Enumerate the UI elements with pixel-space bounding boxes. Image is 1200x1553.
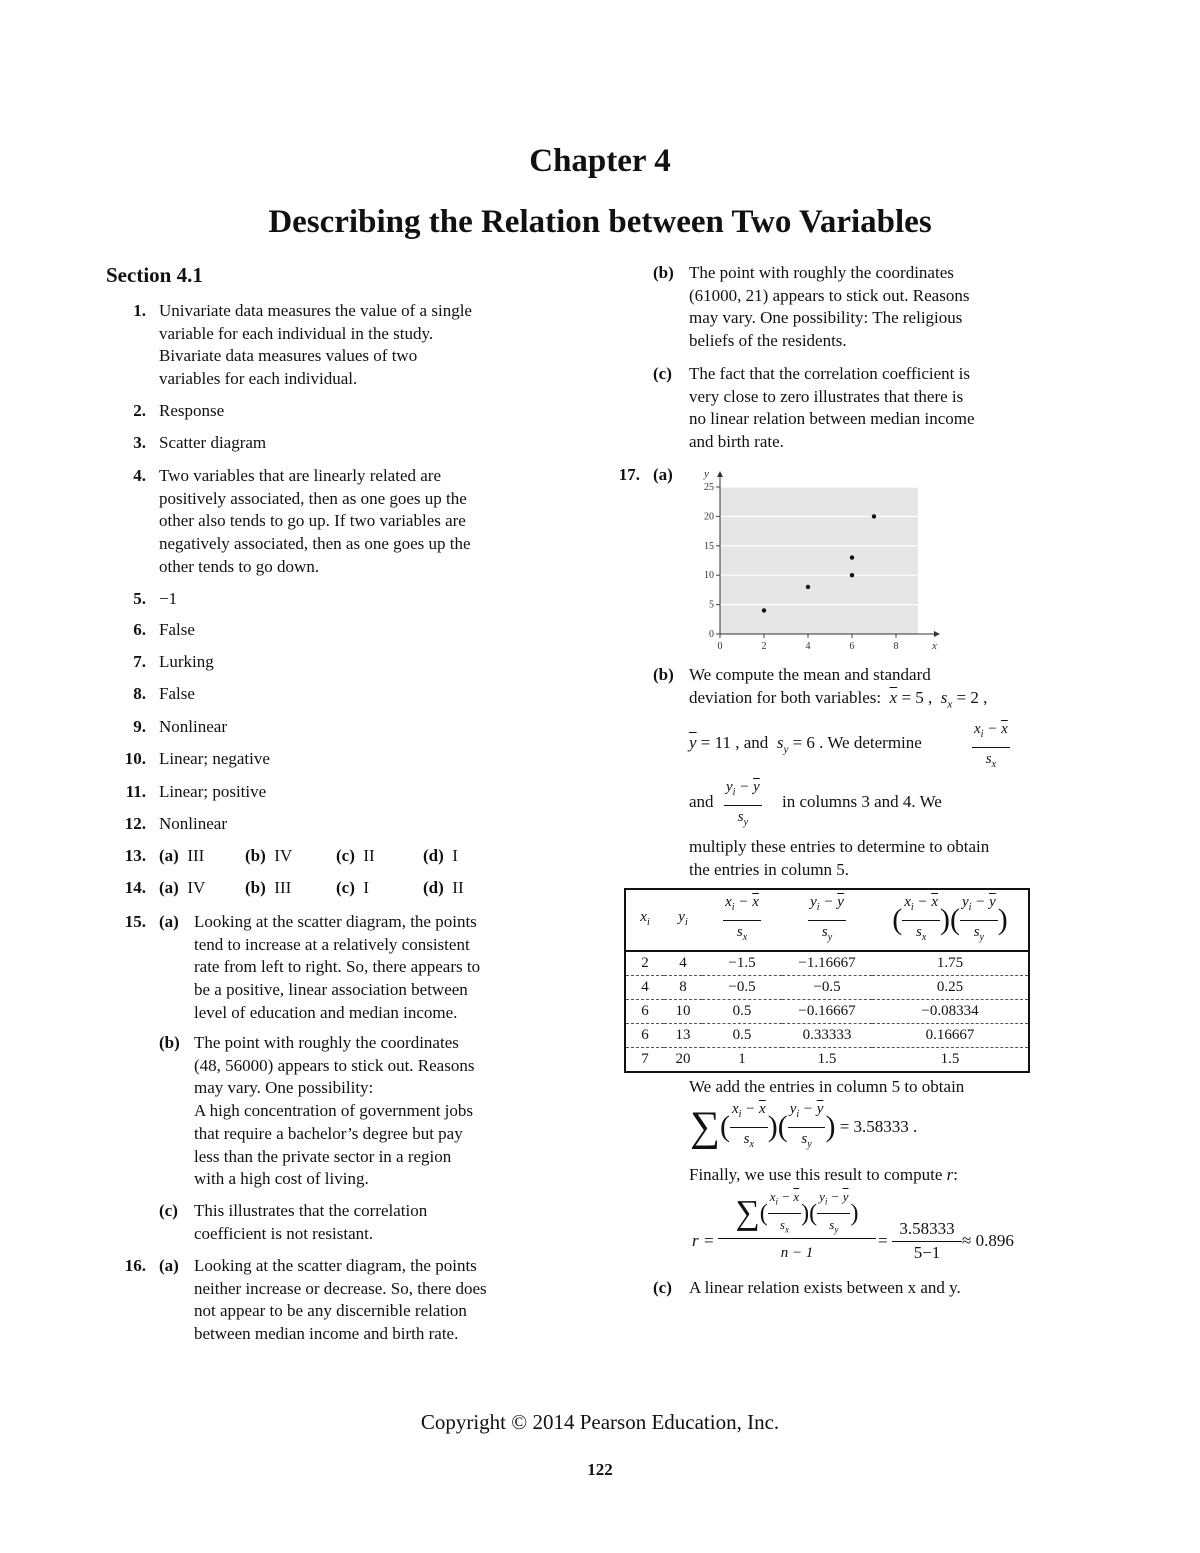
table-cell: −0.16667 <box>782 1000 872 1024</box>
text-line: between median income and birth rate. <box>194 1324 459 1344</box>
text-line: The point with roughly the coordinates <box>689 263 954 282</box>
q17-b-text-line1: We compute the mean and standard <box>689 665 931 684</box>
table-cell: −1.16667 <box>782 951 872 976</box>
answer-line: Response <box>159 401 225 420</box>
table-cell: −0.08334 <box>872 1000 1029 1024</box>
data-point <box>850 555 854 559</box>
x-tick-label: 4 <box>805 641 811 652</box>
text-line: very close to zero illustrates that there is <box>689 386 964 406</box>
answer-line: positively associated, then as one goes up the <box>159 488 467 508</box>
answer-line: Lurking <box>159 652 214 671</box>
section-heading: Section 4.1 <box>106 263 203 287</box>
columns-text: in columns 3 and 4. We <box>782 792 942 811</box>
table-row <box>625 1048 1029 1073</box>
part-label: (c) <box>653 1278 672 1297</box>
header-xi: $x_i$ <box>625 889 664 951</box>
q15-a-text <box>194 911 480 1025</box>
table-row <box>625 976 1029 1000</box>
scatter-plot <box>696 462 941 657</box>
answer-line: Scatter diagram <box>159 433 267 452</box>
question-number: 6. <box>133 620 146 639</box>
question-number: 13. <box>124 846 146 865</box>
answer-text <box>159 748 270 771</box>
part-label: (b) <box>159 1033 180 1052</box>
fraction-zx: $\frac{x_i - \overline{x}}{s_x}$ <box>972 718 1010 776</box>
answer-text <box>159 683 195 706</box>
sum-expression: ∑( $\frac{x_i - \overline{x}}{s_x}$ )( $\frac{y_i - \overline{y}}{s_y}$ ) = 3.58333 . <box>690 1098 917 1156</box>
answer-text <box>159 781 266 804</box>
question-number: 9. <box>133 717 146 736</box>
data-point <box>762 608 766 612</box>
table-cell: 2 <box>625 951 664 976</box>
y-axis-arrow <box>717 471 723 477</box>
data-point <box>850 573 854 577</box>
text-line: that require a bachelor’s degree but pay <box>194 1123 463 1143</box>
table-cell: 1.5 <box>940 1051 960 1068</box>
finally-text: Finally, we use this result to compute r: <box>689 1165 958 1184</box>
text-line: Looking at the scatter diagram, the points <box>194 912 477 931</box>
table-row <box>625 1000 1029 1024</box>
text-line: may vary. One possibility: The religious <box>689 308 963 328</box>
table-cell: 1.75 <box>872 951 1029 976</box>
copyright-notice: Copyright © 2014 Pearson Education, Inc. <box>420 1410 780 1434</box>
answer-line: −1 <box>159 589 178 608</box>
answer-line: variables for each individual. <box>159 369 358 389</box>
table-cell: 8 <box>664 976 702 1000</box>
answer-text <box>159 465 471 579</box>
answer-text <box>159 619 195 642</box>
part-label: (c) <box>653 364 672 383</box>
text-line: and birth rate. <box>689 432 784 452</box>
computation-table <box>624 888 1030 1073</box>
x-tick-label: 0 <box>717 641 723 652</box>
q13-d: (d) I <box>423 846 458 865</box>
q16-c-text <box>689 363 975 454</box>
page-number: 122 <box>587 1460 613 1479</box>
y-bar-symbol: $\overline{y}$ <box>689 733 697 752</box>
text-line: The point with roughly the coordinates <box>194 1033 459 1052</box>
table-cell: 6 <box>625 1024 664 1048</box>
question-number: 1. <box>133 301 146 320</box>
answer-line: variable for each individual in the study. <box>159 323 434 343</box>
q13-a: (a) III <box>159 846 205 865</box>
table-cell: 20 <box>675 1051 691 1068</box>
table-cell: 0.5 <box>702 1024 782 1048</box>
part-label: (b) <box>653 665 674 684</box>
answer-text <box>159 716 227 739</box>
header-zy: $\frac{y_i - \overline{y}}{s_y}$ <box>782 889 872 951</box>
answer-line: Two variables that are linearly related are <box>159 466 441 485</box>
r-formula: r = ∑( $\frac{x_i - \overline{x}}{s_x}$ )( $\frac{y_i - \overline{y}}{s_y}$ ) n − 1 = 3.58333 5−1 ≈ 0.896 <box>692 1186 1032 1262</box>
x-bar-symbol: $\overline{x}$ <box>889 688 898 707</box>
table-cell: 1.5 <box>817 1051 837 1068</box>
y-tick-label: 20 <box>704 511 714 523</box>
y-tick-label: 15 <box>704 540 714 552</box>
text-line: be a positive, linear association between <box>194 980 468 1000</box>
answer-line: Bivariate data measures values of two <box>159 346 418 366</box>
q15-b-text <box>194 1032 474 1191</box>
text-line: A high concentration of government jobs <box>194 1101 474 1121</box>
y-tick-label: 10 <box>704 570 714 582</box>
data-point <box>806 585 810 589</box>
table-cell: 4 <box>625 976 664 1000</box>
text-line: Looking at the scatter diagram, the points <box>194 1256 477 1275</box>
part-label: (a) <box>159 912 179 931</box>
answer-text <box>159 300 472 391</box>
and-word: and <box>689 792 714 811</box>
text-line: rate from left to right. So, there appears to <box>194 957 481 977</box>
table-cell: 0.25 <box>872 976 1029 1000</box>
text-line: (48, 56000) appears to stick out. Reasons <box>194 1055 475 1075</box>
answer-text <box>159 400 224 423</box>
answer-line: False <box>159 620 195 639</box>
answer-text <box>159 588 177 611</box>
header-zx: $\frac{x_i - \overline{x}}{s_x}$ <box>702 889 782 951</box>
text-line: less than the private sector in a region <box>194 1146 452 1166</box>
question-number: 12. <box>124 814 146 833</box>
y-tick-label: 25 <box>704 482 714 493</box>
table-cell: 13 <box>664 1024 702 1048</box>
table-header-row <box>625 889 1029 951</box>
answer-line: False <box>159 684 195 703</box>
data-point <box>872 514 876 518</box>
q13-b: (b) IV <box>245 846 293 865</box>
table-cell: −0.5 <box>702 976 782 1000</box>
question-number: 4. <box>133 466 146 485</box>
header-product: ( $\frac{x_i - \overline{x}}{s_x}$ )( $\frac{y_i - \overline{y}}{s_y}$ ) <box>872 889 1029 951</box>
y-tick-label: 0 <box>709 629 714 640</box>
question-number: 3. <box>133 433 146 452</box>
answer-line: Linear; positive <box>159 782 267 801</box>
q17-b-text-line2: deviation for both variables: $\overline{x} = 5$ , $s_x = 2$ , <box>689 688 988 711</box>
answer-text <box>159 432 266 455</box>
question-number: 17. <box>618 465 640 484</box>
table-cell: −0.5 <box>782 976 872 1000</box>
text-line: beliefs of the residents. <box>689 331 847 351</box>
text-line: The fact that the correlation coefficient is <box>689 364 970 383</box>
plot-background <box>720 487 918 634</box>
text-line: may vary. One possibility: <box>194 1078 374 1098</box>
table-cell: 4 <box>664 951 702 976</box>
table-cell: 0.16667 <box>872 1024 1029 1048</box>
question-number: 8. <box>133 684 146 703</box>
table-cell: 1 <box>738 1051 746 1068</box>
q14-b: (b) III <box>245 878 292 897</box>
answer-text <box>159 813 227 836</box>
x-axis-label: x <box>932 640 937 652</box>
y-axis-label: y <box>704 468 709 480</box>
fraction-zy: $\frac{y_i - \overline{y}}{s_y}$ <box>724 776 762 834</box>
table-cell: 10 <box>664 1000 702 1024</box>
answer-text <box>159 651 214 674</box>
x-axis-arrow <box>934 631 940 637</box>
chapter-heading: Chapter 4 <box>529 143 671 179</box>
text-line: level of education and median income. <box>194 1002 458 1022</box>
x-tick-label: 2 <box>761 641 767 652</box>
q16-a-text <box>194 1255 487 1346</box>
question-number: 5. <box>133 589 146 608</box>
text-line: (61000, 21) appears to stick out. Reasons <box>689 285 970 305</box>
question-number: 11. <box>125 782 146 801</box>
text-line: coefficient is not resistant. <box>194 1223 374 1243</box>
question-number: 10. <box>124 749 146 768</box>
table-cell: 0.5 <box>702 1000 782 1024</box>
header-yi: $y_i$ <box>664 889 702 951</box>
part-label: (c) <box>159 1201 178 1220</box>
question-number: 2. <box>133 401 146 420</box>
question-number: 16. <box>124 1256 146 1275</box>
text-line: multiply these entries to determine to obtain <box>689 837 990 856</box>
q17-b-text-line3: $\overline{y} = 11$ , and $s_y = 6$ . We determine <box>689 733 922 756</box>
multiply-text <box>689 836 989 881</box>
question-number: 7. <box>133 652 146 671</box>
q16-b-text <box>689 262 969 353</box>
table-cell: 0.33333 <box>782 1024 872 1048</box>
question-number: 15. <box>124 912 146 931</box>
table-row <box>625 951 1029 976</box>
add-text: We add the entries in column 5 to obtain <box>689 1077 965 1096</box>
chapter-title: Describing the Relation between Two Variables <box>268 204 932 240</box>
answer-line: negatively associated, then as one goes up the <box>159 534 471 554</box>
x-tick-label: 8 <box>893 641 899 652</box>
y-tick-label: 5 <box>709 599 714 611</box>
question-number: 14. <box>124 878 146 897</box>
q17-c-text: A linear relation exists between x and y. <box>689 1278 961 1297</box>
text-line: tend to increase at a relatively consistent <box>194 934 470 954</box>
part-label: (a) <box>653 465 673 484</box>
q13-c: (c) II <box>336 846 375 865</box>
q14-a: (a) IV <box>159 878 206 897</box>
table-cell: −1.5 <box>702 951 782 976</box>
answer-line: Univariate data measures the value of a single <box>159 301 472 320</box>
text-line: not appear to be any discernible relation <box>194 1301 467 1321</box>
x-tick-label: 6 <box>849 641 855 652</box>
answer-line: Nonlinear <box>159 814 227 833</box>
text-line: neither increase or decrease. So, there does <box>194 1278 487 1298</box>
answer-line: Linear; negative <box>159 749 270 768</box>
answer-line: Nonlinear <box>159 717 227 736</box>
table-row <box>625 1024 1029 1048</box>
part-label: (b) <box>653 263 674 282</box>
text-line: the entries in column 5. <box>689 859 850 879</box>
answer-line: other tends to go down. <box>159 556 320 576</box>
text-line: This illustrates that the correlation <box>194 1201 428 1220</box>
text-line: with a high cost of living. <box>194 1169 369 1189</box>
q14-d: (d) II <box>423 878 464 897</box>
answer-line: other also tends to go up. If two variables are <box>159 511 466 531</box>
part-label: (a) <box>159 1256 179 1275</box>
q14-c: (c) I <box>336 878 370 897</box>
q15-c-text <box>194 1200 427 1245</box>
text-line: no linear relation between median income <box>689 409 975 429</box>
table-cell: 6 <box>625 1000 664 1024</box>
table-cell: 7 <box>641 1051 649 1068</box>
